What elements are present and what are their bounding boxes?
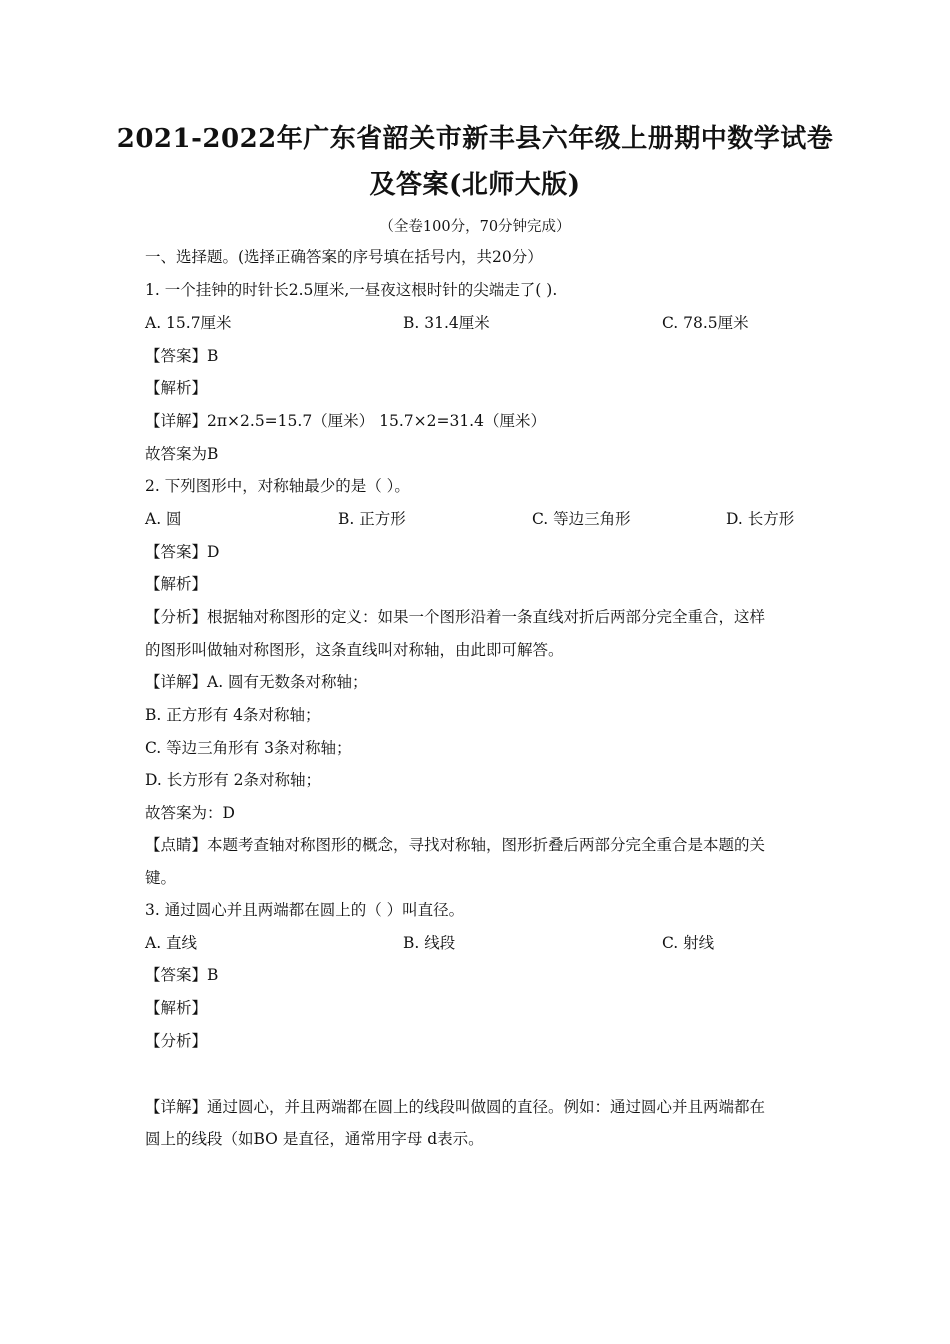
question-2-conclusion: 故答案为：D bbox=[145, 804, 235, 822]
question-3-analysis: 【解析】 bbox=[145, 999, 208, 1017]
document-title-line-1: 2021-2022年广东省韶关市新丰县六年级上册期中数学试卷 bbox=[116, 124, 834, 154]
question-3-option-a: A. 直线 bbox=[145, 934, 198, 952]
question-3-option-c: C. 射线 bbox=[662, 934, 715, 952]
question-2-detail-line-1: 【详解】A. 圆有无数条对称轴； bbox=[145, 673, 368, 691]
question-3-option-b: B. 线段 bbox=[403, 934, 456, 952]
question-3-detail-line-2: 圆上的线段（如BO 是直径，通常用字母 d表示。 bbox=[145, 1130, 484, 1148]
exam-info: （全卷100分，70分钟完成） bbox=[379, 219, 571, 235]
question-1-detail: 【详解】2π×2.5=15.7（厘米） 15.7×2=31.4（厘米） bbox=[145, 412, 546, 430]
document-title-line-2: 及答案(北师大版) bbox=[369, 170, 581, 200]
question-2-stem: 2. 下列图形中，对称轴最少的是（ ）。 bbox=[145, 477, 410, 495]
question-3-stem: 3. 通过圆心并且两端都在圆上的（ ）叫直径。 bbox=[145, 901, 465, 919]
question-2-fenxi-line-2: 的图形叫做轴对称图形，这条直线叫对称轴，由此即可解答。 bbox=[145, 641, 564, 659]
question-2-option-c: C. 等边三角形 bbox=[532, 510, 631, 528]
question-2-analysis: 【解析】 bbox=[145, 575, 208, 593]
question-2-option-d: D. 长方形 bbox=[726, 510, 795, 528]
question-2-fenxi-line-1: 【分析】根据轴对称图形的定义：如果一个图形沿着一条直线对折后两部分完全重合，这样 bbox=[145, 608, 766, 626]
question-2-detail-line-2: B. 正方形有 4条对称轴； bbox=[145, 706, 321, 724]
question-2-answer: 【答案】D bbox=[145, 543, 220, 561]
question-3-answer: 【答案】B bbox=[145, 966, 219, 984]
question-2-option-a: A. 圆 bbox=[145, 510, 182, 528]
question-3-detail-line-1: 【详解】通过圆心，并且两端都在圆上的线段叫做圆的直径。例如：通过圆心并且两端都在 bbox=[145, 1098, 766, 1116]
question-2-dianjing-line-1: 【点睛】本题考查轴对称图形的概念，寻找对称轴，图形折叠后两部分完全重合是本题的关 bbox=[145, 836, 766, 854]
question-3-fenxi: 【分析】 bbox=[145, 1032, 208, 1050]
question-2-detail-line-3: C. 等边三角形有 3条对称轴； bbox=[145, 739, 352, 757]
section-heading: 一、选择题。(选择正确答案的序号填在括号内，共20分） bbox=[145, 248, 543, 266]
question-1-answer: 【答案】B bbox=[145, 347, 219, 365]
question-2-detail-line-4: D. 长方形有 2条对称轴； bbox=[145, 771, 322, 789]
question-2-option-b: B. 正方形 bbox=[338, 510, 406, 528]
question-1-conclusion: 故答案为B bbox=[145, 445, 219, 463]
question-1-option-b: B. 31.4厘米 bbox=[403, 314, 490, 332]
question-1-option-c: C. 78.5厘米 bbox=[662, 314, 749, 332]
question-1-stem: 1. 一个挂钟的时针长2.5厘米,一昼夜这根时针的尖端走了( ). bbox=[145, 281, 558, 299]
question-2-dianjing-line-2: 键。 bbox=[145, 869, 177, 887]
question-1-analysis: 【解析】 bbox=[145, 379, 208, 397]
question-1-option-a: A. 15.7厘米 bbox=[145, 314, 232, 332]
